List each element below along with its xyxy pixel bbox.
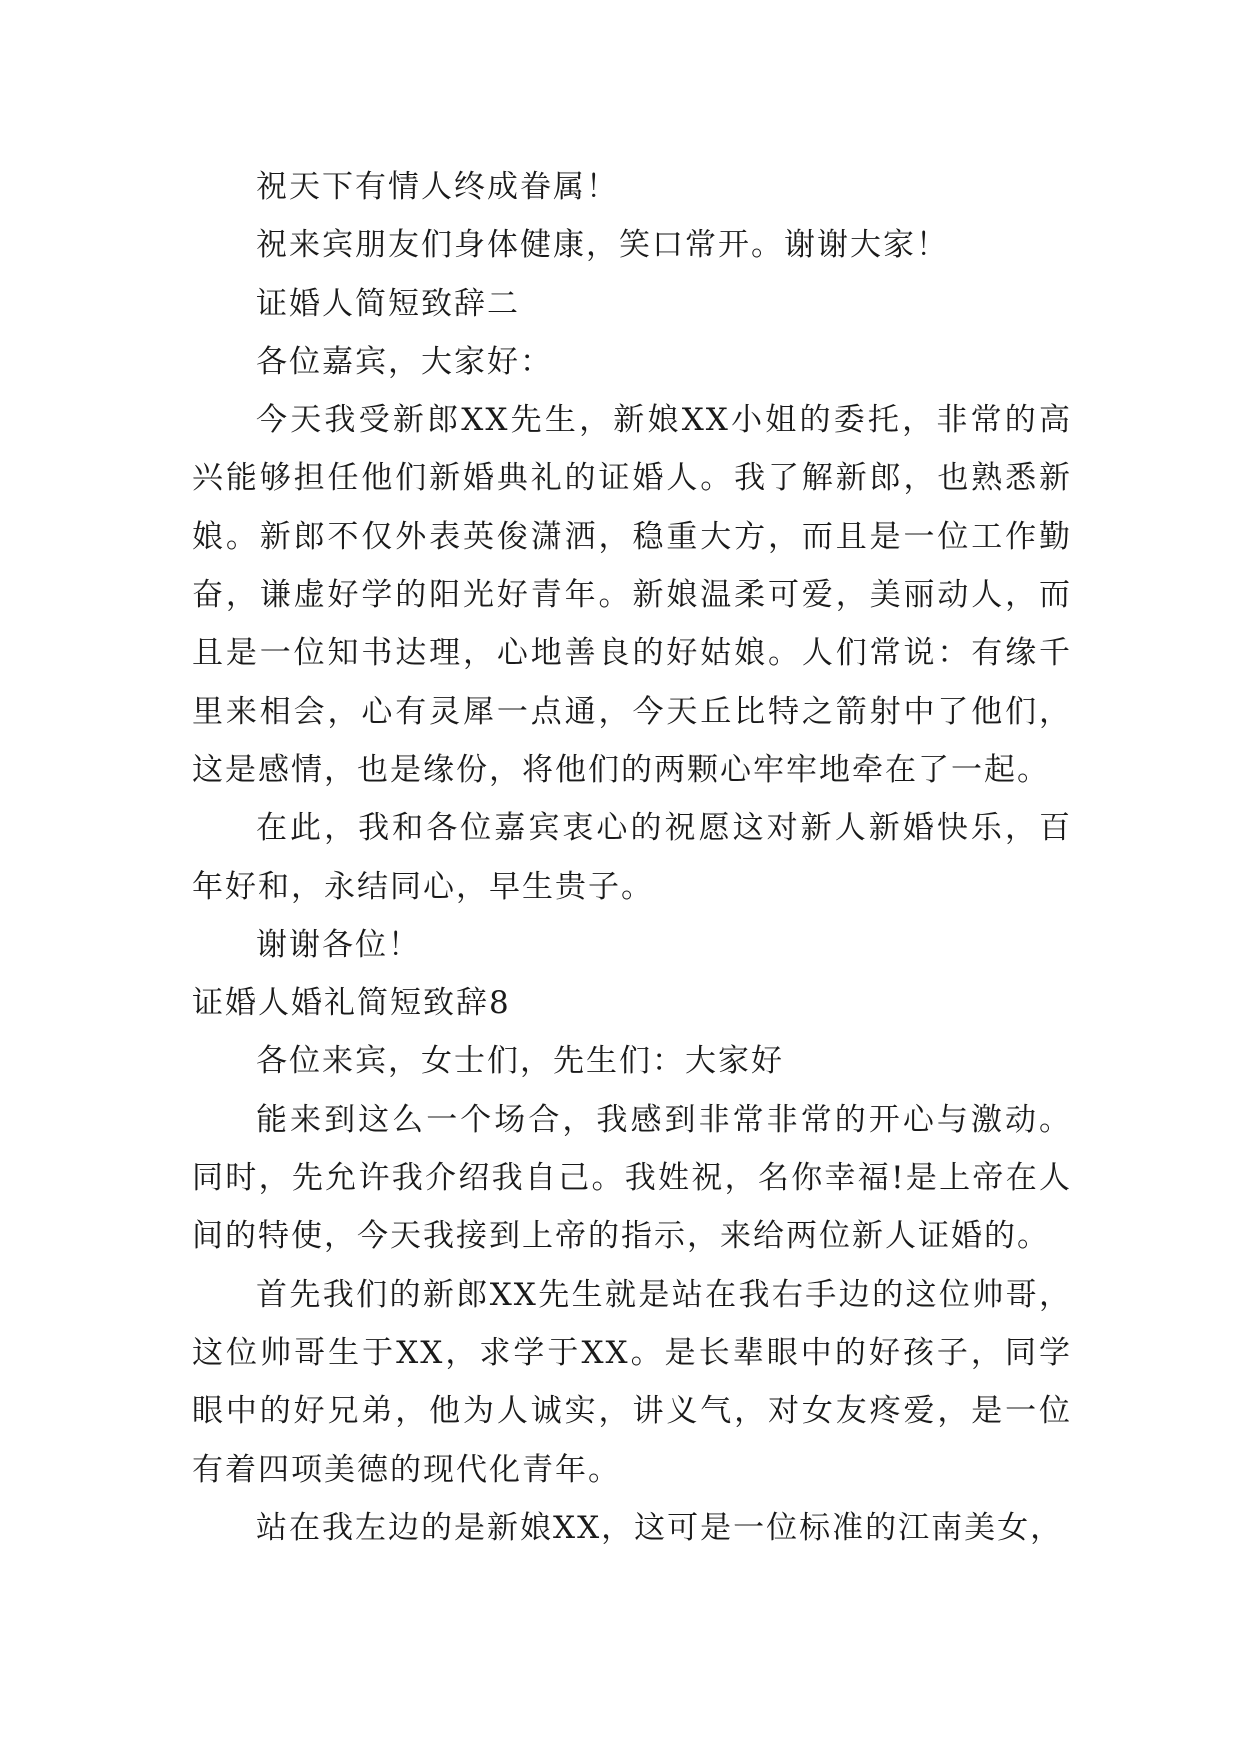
paragraph-self-introduction: 能来到这么一个场合，我感到非常非常的开心与激动。同时，先允许我介绍我自己。我姓祝，名你幸福!是上帝在人间的特使，今天我接到上帝的指示，来给两位新人证婚的。: [192, 1101, 1072, 1255]
paragraph-groom-description: 首先我们的新郎XX先生就是站在我右手边的这位帅哥，这位帅哥生于XX，求学于XX。是长辈眼中的好孩子，同学眼中的好兄弟，他为人诚实，讲义气，对女友疼爱，是一位有着四项美德的现代化青年。: [192, 1276, 1072, 1488]
paragraph-greeting: 各位嘉宾，大家好：: [256, 343, 553, 380]
paragraph-wishes: 在此，我和各位嘉宾衷心的祝愿这对新人新婚快乐，百年好和，永结同心，早生贵子。: [192, 810, 1072, 905]
paragraph-greeting-two: 各位来宾，女士们，先生们：大家好: [256, 1043, 784, 1080]
paragraph-thanks: 谢谢各位！: [256, 926, 421, 963]
section-title-speech-two: 证婚人简短致辞二: [256, 285, 520, 322]
paragraph-bride-description: 站在我左边的是新娘XX，这可是一位标准的江南美女，: [256, 1509, 1064, 1546]
paragraph-introduction: 今天我受新郎XX先生，新娘XX小姐的委托，非常的高兴能够担任他们新婚典礼的证婚人。我了解新郎，也熟悉新娘。新郎不仅外表英俊潇洒，稳重大方，而且是一位工作勤奋，谦虚好学的阳光好青年。新娘温柔可爱，美丽动人，而且是一位知书达理，心地善良的好姑娘。人们常说：有缘千里来相会，心有灵犀一点通，今天丘比特之箭射中了他们，这是感情，也是缘份，将他们的两颗心牢牢地牵在了一起。: [192, 402, 1072, 788]
paragraph-blessing-guests: 祝来宾朋友们身体健康，笑口常开。谢谢大家！: [256, 227, 949, 264]
document-body: [192, 158, 1072, 1557]
paragraph-blessing-couples: 祝天下有情人终成眷属！: [256, 169, 619, 205]
section-heading-speech-eight: 证婚人婚礼简短致辞8: [192, 985, 511, 1022]
